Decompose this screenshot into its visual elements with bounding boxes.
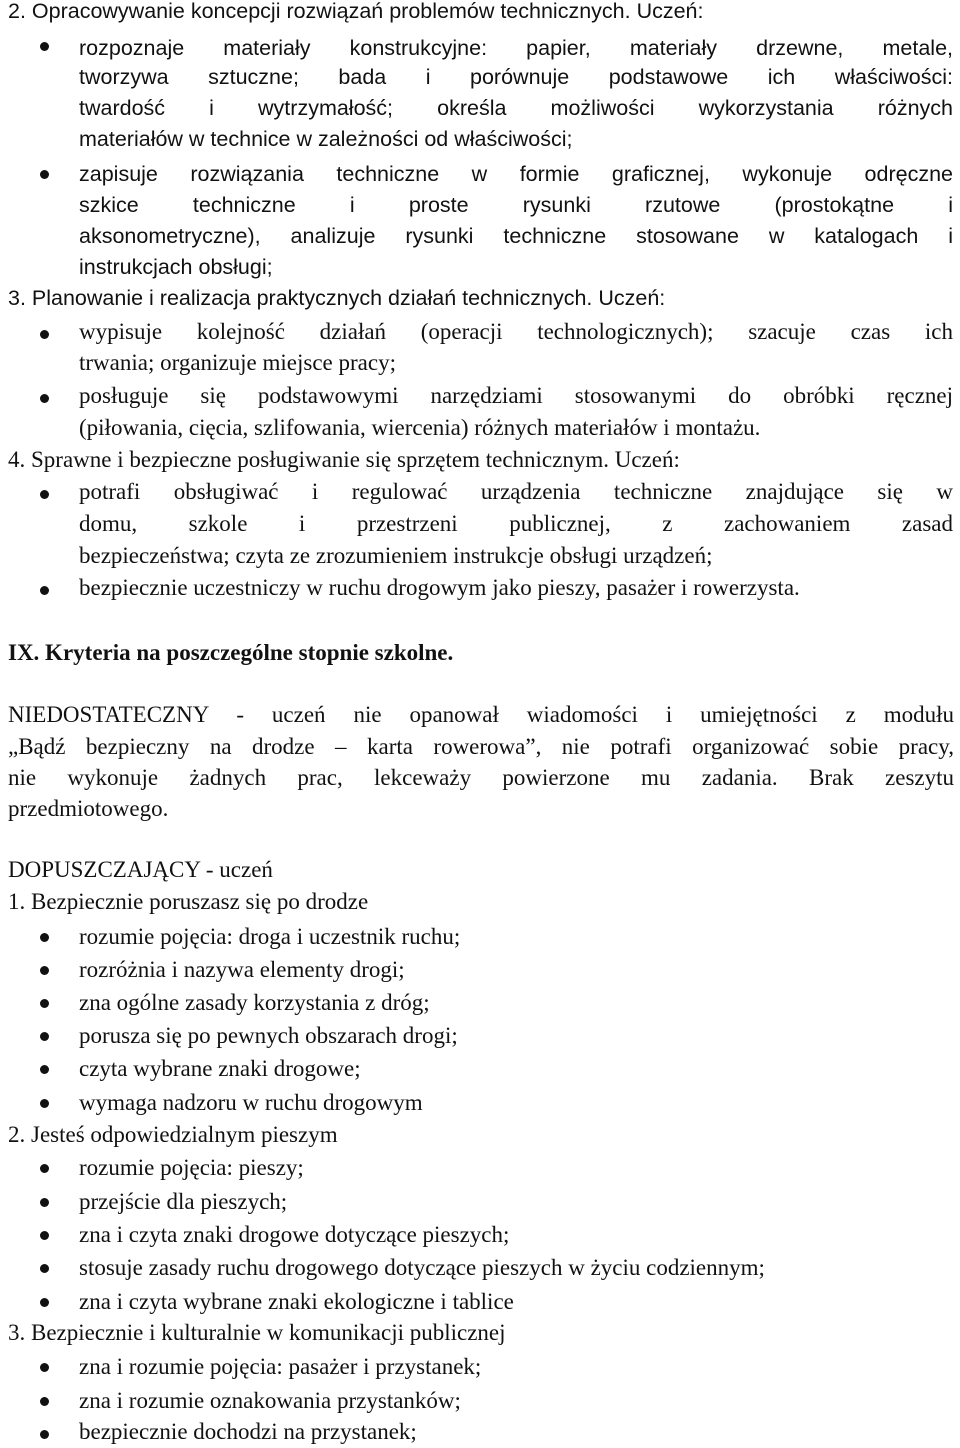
list-item: porusza się po pewnych obszarach drogi; xyxy=(79,1023,458,1048)
paragraph-line: aksonometryczne), analizuje rysunki techniczne stosowane w katalogach i xyxy=(79,224,953,248)
paragraph-line: twardość i wytrzymałość; określa możliwości wykorzystania różnych xyxy=(79,96,953,120)
paragraph-line: tworzywa sztuczne; bada i porównuje podstawowe ich właściwości: xyxy=(79,65,953,89)
list-item: zna i czyta wybrane znaki ekologiczne i tablice xyxy=(79,1289,514,1314)
section-heading: 2. Opracowywanie koncepcji rozwiązań problemów technicznych. Uczeń: xyxy=(8,0,704,23)
paragraph-line: rozpoznaje materiały konstrukcyjne: papier, materiały drzewne, metale, xyxy=(79,36,953,60)
bullet-icon xyxy=(40,1198,49,1207)
list-item: zna i czyta znaki drogowe dotyczące pieszych; xyxy=(79,1222,510,1247)
bullet-icon xyxy=(40,490,49,499)
bullet-icon xyxy=(40,1032,49,1041)
bullet-icon xyxy=(40,1164,49,1173)
list-item: stosuje zasady ruchu drogowego dotyczące pieszych w życiu codziennym; xyxy=(79,1255,765,1280)
paragraph-line: „Bądź bezpieczny na drodze – karta rowerowa”, nie potrafi organizować sobie pracy, xyxy=(8,734,954,759)
bullet-icon xyxy=(40,1099,49,1108)
bullet-icon xyxy=(40,1264,49,1273)
chapter-heading: IX. Kryteria na poszczególne stopnie szkolne. xyxy=(8,640,454,665)
paragraph-line: domu, szkole i przestrzeni publicznej, z zachowaniem zasad xyxy=(79,511,953,536)
paragraph-line: NIEDOSTATECZNY - uczeń nie opanował wiadomości i umiejętności z modułu xyxy=(8,702,954,727)
list-item: rozumie pojęcia: pieszy; xyxy=(79,1155,304,1180)
bullet-icon xyxy=(40,933,49,942)
list-item: wymaga nadzoru w ruchu drogowym xyxy=(79,1090,423,1115)
list-item: czyta wybrane znaki drogowe; xyxy=(79,1056,361,1081)
bullet-icon xyxy=(40,1298,49,1307)
bullet-icon xyxy=(40,170,49,179)
paragraph-line: (piłowania, cięcia, szlifowania, wiercenia) różnych materiałów i montażu. xyxy=(79,415,761,440)
bullet-icon xyxy=(40,1065,49,1074)
bullet-icon xyxy=(40,999,49,1008)
group-title: 2. Jesteś odpowiedzialnym pieszym xyxy=(8,1122,338,1147)
paragraph-line: posługuje się podstawowymi narzędziami stosowanymi do obróbki ręcznej xyxy=(79,383,953,408)
group-title: 3. Bezpiecznie i kulturalnie w komunikacji publicznej xyxy=(8,1320,506,1345)
group-title: 1. Bezpiecznie poruszasz się po drodze xyxy=(8,889,369,914)
list-item: zna ogólne zasady korzystania z dróg; xyxy=(79,990,430,1015)
list-item: przejście dla pieszych; xyxy=(79,1189,288,1214)
list-item: zna i rozumie oznakowania przystanków; xyxy=(79,1388,461,1413)
bullet-icon xyxy=(40,586,49,595)
bullet-icon xyxy=(40,1397,49,1406)
paragraph-line: zapisuje rozwiązania techniczne w formie graficznej, wykonuje odręczne xyxy=(79,162,953,186)
paragraph-line: potrafi obsługiwać i regulować urządzenia techniczne znajdujące się w xyxy=(79,479,953,504)
paragraph-line: instrukcjach obsługi; xyxy=(79,255,273,279)
bullet-icon xyxy=(40,1231,49,1240)
list-item: rozróżnia i nazywa elementy drogi; xyxy=(79,957,405,982)
bullet-icon xyxy=(40,394,49,403)
bullet-icon xyxy=(40,1363,49,1372)
paragraph-line: szkice techniczne i proste rysunki rzutowe (prostokątne i xyxy=(79,193,953,217)
list-item: rozumie pojęcia: droga i uczestnik ruchu; xyxy=(79,924,461,949)
section-heading: 3. Planowanie i realizacja praktycznych działań technicznych. Uczeń: xyxy=(8,286,666,310)
bullet-icon xyxy=(40,1430,49,1439)
paragraph-line: nie wykonuje żadnych prac, lekceważy powierzone mu zadania. Brak zeszytu xyxy=(8,765,954,790)
paragraph-line: bezpiecznie uczestniczy w ruchu drogowym jako pieszy, pasażer i rowerzysta. xyxy=(79,575,800,600)
bullet-icon xyxy=(40,42,49,51)
paragraph-line: materiałów w technice w zależności od właściwości; xyxy=(79,127,573,151)
list-item: bezpiecznie dochodzi na przystanek; xyxy=(79,1419,417,1444)
paragraph-line: wypisuje kolejność działań (operacji technologicznych); szacuje czas ich xyxy=(79,319,953,344)
paragraph-line: bezpieczeństwa; czyta ze zrozumieniem instrukcje obsługi urządzeń; xyxy=(79,543,713,568)
grade-heading: DOPUSZCZAJĄCY - uczeń xyxy=(8,857,273,882)
bullet-icon xyxy=(40,330,49,339)
list-item: zna i rozumie pojęcia: pasażer i przystanek; xyxy=(79,1354,482,1379)
bullet-icon xyxy=(40,966,49,975)
section-heading: 4. Sprawne i bezpieczne posługiwanie się sprzętem technicznym. Uczeń: xyxy=(8,447,680,472)
paragraph-line: trwania; organizuje miejsce pracy; xyxy=(79,350,396,375)
paragraph-line: przedmiotowego. xyxy=(8,796,169,821)
